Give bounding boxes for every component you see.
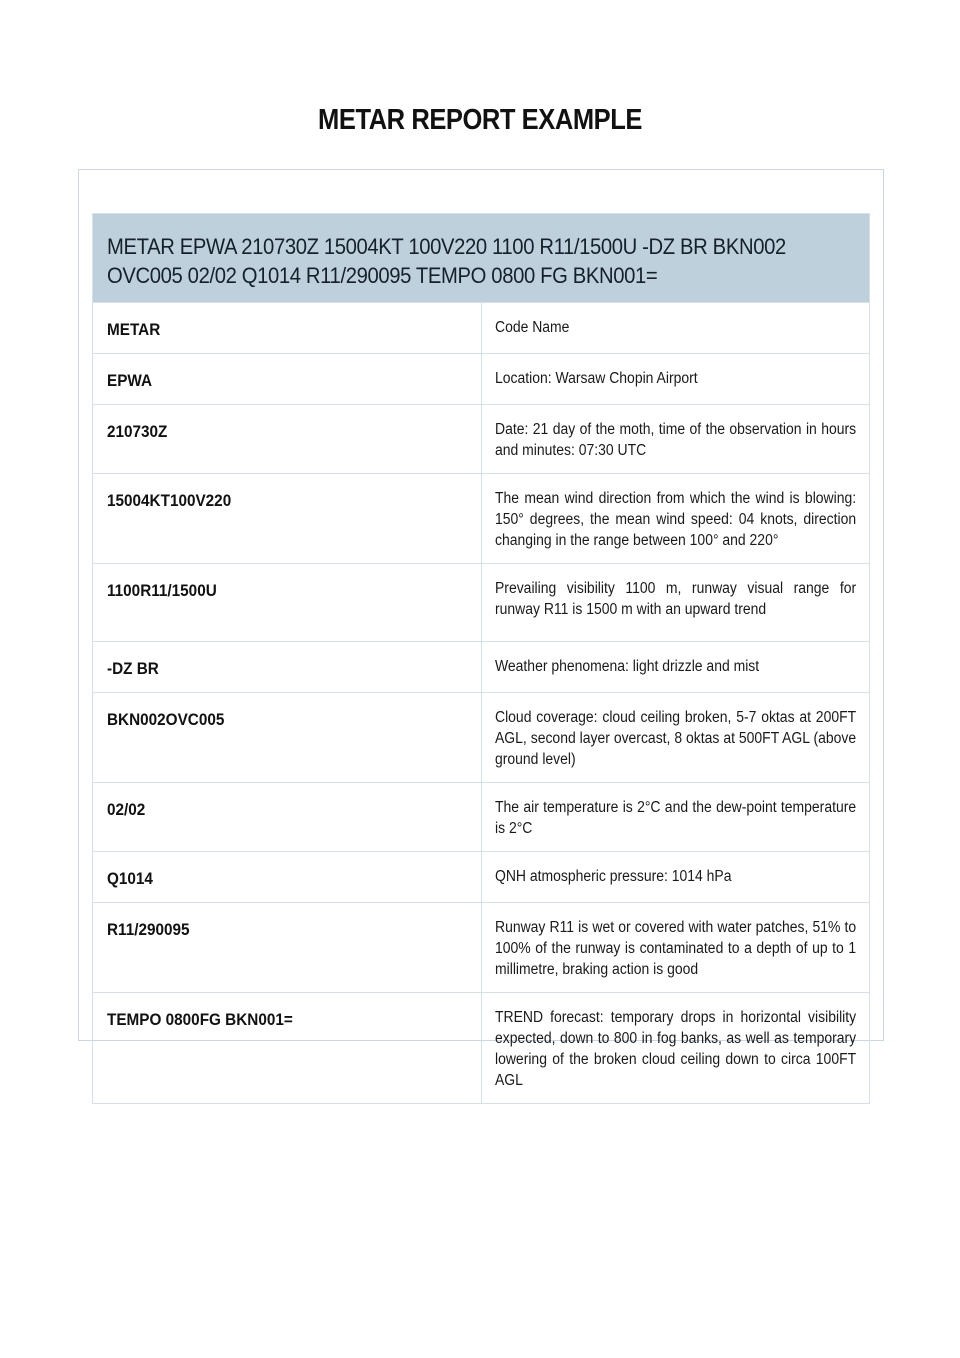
code-text: 1100R11/1500U xyxy=(107,581,217,600)
row-code xyxy=(93,852,482,903)
table-row xyxy=(93,474,870,564)
table-row xyxy=(93,564,870,642)
description-text: Weather phenomena: light drizzle and mist xyxy=(494,658,759,675)
row-description xyxy=(481,993,870,1104)
metar-table xyxy=(92,213,870,1104)
description-text: Location: Warsaw Chopin Airport xyxy=(494,370,698,387)
table-row xyxy=(93,903,870,993)
row-description xyxy=(481,693,870,783)
row-description xyxy=(481,852,870,903)
description-text: Date: 21 day of the moth, time of the observation in hours and minutes: 07:30 UTC xyxy=(494,421,856,459)
row-description xyxy=(481,564,870,642)
table-row xyxy=(93,783,870,852)
table-header-row xyxy=(93,214,870,303)
row-code xyxy=(93,993,482,1104)
code-text: METAR xyxy=(107,320,161,339)
metar-string-header xyxy=(93,214,870,303)
row-code xyxy=(93,903,482,993)
row-code xyxy=(93,564,482,642)
row-description xyxy=(481,354,870,405)
description-text: The air temperature is 2°C and the dew-point temperature is 2°C xyxy=(494,799,856,837)
row-description xyxy=(481,783,870,852)
code-text: BKN002OVC005 xyxy=(107,710,225,729)
page-title: METAR REPORT EXAMPLE xyxy=(318,104,642,136)
code-text: 210730Z xyxy=(107,422,168,441)
description-text: The mean wind direction from which the wind is blowing: 150° degrees, the mean wind speed: 04 knots, direction changing in the range between 100° and 220° xyxy=(494,490,856,549)
description-text: QNH atmospheric pressure: 1014 hPa xyxy=(494,868,732,885)
code-text: 02/02 xyxy=(107,800,146,819)
code-text: Q1014 xyxy=(107,869,153,888)
code-text: R11/290095 xyxy=(107,920,190,939)
description-text: TREND forecast: temporary drops in horizontal visibility expected, down to 800 in fog banks, as well as temporary lowering of the broken cloud ceiling down to circa 100FT AGL xyxy=(494,1009,856,1089)
table-row xyxy=(93,405,870,474)
table-row xyxy=(93,852,870,903)
code-text: 15004KT100V220 xyxy=(107,491,232,510)
row-description xyxy=(481,303,870,354)
description-text: Runway R11 is wet or covered with water patches, 51% to 100% of the runway is contaminated to a depth of up to 1 millimetre, braking action is good xyxy=(494,919,856,978)
table-row xyxy=(93,354,870,405)
code-text: -DZ BR xyxy=(107,659,159,678)
row-description xyxy=(481,903,870,993)
table-row xyxy=(93,303,870,354)
description-text: Prevailing visibility 1100 m, runway visual range for runway R11 is 1500 m with an upward trend xyxy=(494,580,856,618)
table-row xyxy=(93,693,870,783)
description-text: Cloud coverage: cloud ceiling broken, 5-7 oktas at 200FT AGL, second layer overcast, 8 oktas at 500FT AGL (above ground level) xyxy=(494,709,856,768)
row-description xyxy=(481,642,870,693)
row-description xyxy=(481,405,870,474)
code-text: EPWA xyxy=(107,371,153,390)
metar-string: METAR EPWA 210730Z 15004KT 100V220 1100 R11/1500U -DZ BR BKN002 OVC005 02/02 Q1014 R11/290095 TEMPO 0800 FG BKN001= xyxy=(107,234,786,288)
row-code xyxy=(93,474,482,564)
row-code xyxy=(93,405,482,474)
code-text: TEMPO 0800FG BKN001= xyxy=(107,1010,293,1029)
row-code xyxy=(93,354,482,405)
row-code xyxy=(93,783,482,852)
row-code xyxy=(93,693,482,783)
row-code xyxy=(93,303,482,354)
table-row xyxy=(93,993,870,1104)
description-text: Code Name xyxy=(494,319,569,336)
row-code xyxy=(93,642,482,693)
table-row xyxy=(93,642,870,693)
row-description xyxy=(481,474,870,564)
